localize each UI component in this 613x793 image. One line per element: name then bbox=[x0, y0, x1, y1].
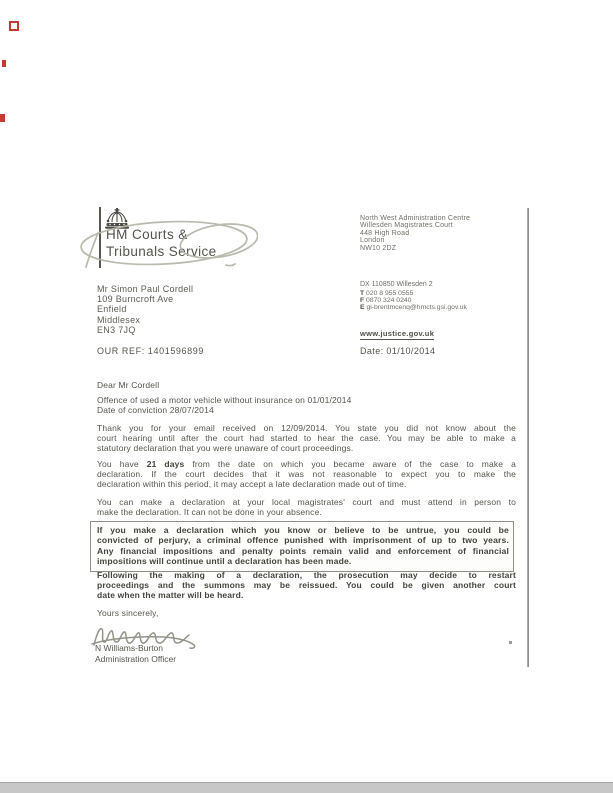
signer-name: N Williams-Burton bbox=[95, 643, 164, 653]
signature-block bbox=[95, 643, 176, 664]
email-address: gl-brentmcenq@hmcts.gsi.gov.uk bbox=[366, 304, 467, 312]
recipient-line: Enfield bbox=[97, 304, 127, 315]
sender-line: Willesden Magistrates Court bbox=[360, 222, 453, 230]
website-link: www.justice.gov.uk bbox=[360, 329, 435, 338]
warning-line: impositions will continue until a declaration has been made. bbox=[97, 556, 352, 567]
paragraph-line: date when the matter will be heard. bbox=[97, 590, 244, 601]
recipient-address bbox=[97, 284, 193, 335]
handwritten-pen-circle-icon bbox=[76, 203, 258, 286]
signer-title: Administration Officer bbox=[95, 653, 177, 664]
warning-line: If you make a declaration which you know or believe to be untrue, you could be bbox=[97, 525, 509, 535]
email-label: E bbox=[360, 304, 365, 312]
paragraph-line: Following the making of a declaration, the prosecution may decide to restart bbox=[97, 570, 516, 580]
paragraph-line: declaration. If the court decides that it was not reasonable to expect you to make the bbox=[97, 469, 516, 480]
scan-artifact-dot bbox=[509, 641, 512, 644]
subject-line-2: Date of conviction 28/07/2014 bbox=[97, 405, 214, 416]
valediction: Yours sincerely, bbox=[97, 608, 159, 618]
text-run: from the date on which you became aware of the case to make a bbox=[184, 459, 516, 469]
paragraph-line: proceedings and the summons may be reissued. You could be given another court bbox=[97, 580, 516, 591]
paragraph-line: You can make a declaration at your local magistrates' court and must attend in person to bbox=[97, 497, 516, 507]
brand-line-1: HM Courts & bbox=[106, 227, 188, 242]
our-ref: OUR REF: 1401596899 bbox=[97, 346, 204, 356]
red-mark bbox=[0, 114, 5, 122]
warning-line: convicted of perjury, a criminal offence punished with imprisonment of up to two years. bbox=[97, 535, 509, 546]
sender-line: North West Administration Centre bbox=[360, 215, 471, 222]
recipient-line: 109 Burncroft Ave bbox=[97, 294, 174, 305]
warning-box bbox=[90, 521, 514, 572]
sender-address bbox=[360, 215, 470, 252]
red-mark bbox=[9, 21, 19, 31]
bold-text-run: 21 days bbox=[146, 459, 185, 469]
brand-line-2: Tribunals Service bbox=[106, 243, 217, 259]
paragraph-1 bbox=[97, 423, 516, 454]
paragraph-line: Thank you for your email received on 12/09/2014. You state you did not know about the bbox=[97, 423, 516, 433]
recipient-line: Mr Simon Paul Cordell bbox=[97, 284, 194, 294]
recipient-line: Middlesex bbox=[97, 314, 141, 325]
sender-line: NW10 2DZ bbox=[360, 244, 397, 252]
phone-line bbox=[360, 290, 467, 297]
text-run: You have bbox=[97, 459, 147, 469]
window-bottom-bar bbox=[0, 782, 613, 793]
sender-line: 448 High Road bbox=[360, 229, 410, 237]
paragraph-line: declaration within this period, it may accept a late declaration made out of time. bbox=[97, 479, 407, 490]
email-line bbox=[360, 304, 467, 311]
phone-number: 020 8 955 0555 bbox=[366, 290, 414, 297]
letter-date: Date: 01/10/2014 bbox=[360, 346, 436, 356]
paragraph-line: court hearing until after the court had started to hear the case. You may be able to make a bbox=[97, 433, 516, 444]
paragraph-3 bbox=[97, 497, 516, 517]
fax-line bbox=[360, 297, 467, 304]
fax-number: 0870 324 0240 bbox=[366, 297, 412, 305]
paragraph-4 bbox=[97, 570, 516, 601]
paragraph-line: make the declaration. It can not be done in your absence. bbox=[97, 507, 322, 518]
sender-line: London bbox=[360, 237, 385, 245]
sender-contact bbox=[360, 290, 467, 312]
salutation: Dear Mr Cordell bbox=[97, 380, 160, 390]
scan-page-edge bbox=[527, 208, 529, 667]
subject-block bbox=[97, 395, 516, 415]
recipient-line: EN3 7JQ bbox=[97, 324, 136, 335]
phone-label: T bbox=[360, 290, 365, 297]
paragraph-line: statutory declaration that you were unaware of court proceedings. bbox=[97, 443, 354, 454]
paragraph-line bbox=[97, 459, 516, 469]
dx-number: DX 110850 Willesden 2 bbox=[360, 281, 433, 288]
subject-line-1: Offence of used a motor vehicle without insurance on 01/01/2014 bbox=[97, 395, 352, 405]
warning-line: Any financial impositions and penalty points remain valid and enforcement of financial bbox=[97, 545, 509, 556]
fax-label: F bbox=[360, 297, 365, 305]
red-mark bbox=[2, 60, 6, 67]
paragraph-2 bbox=[97, 459, 516, 490]
